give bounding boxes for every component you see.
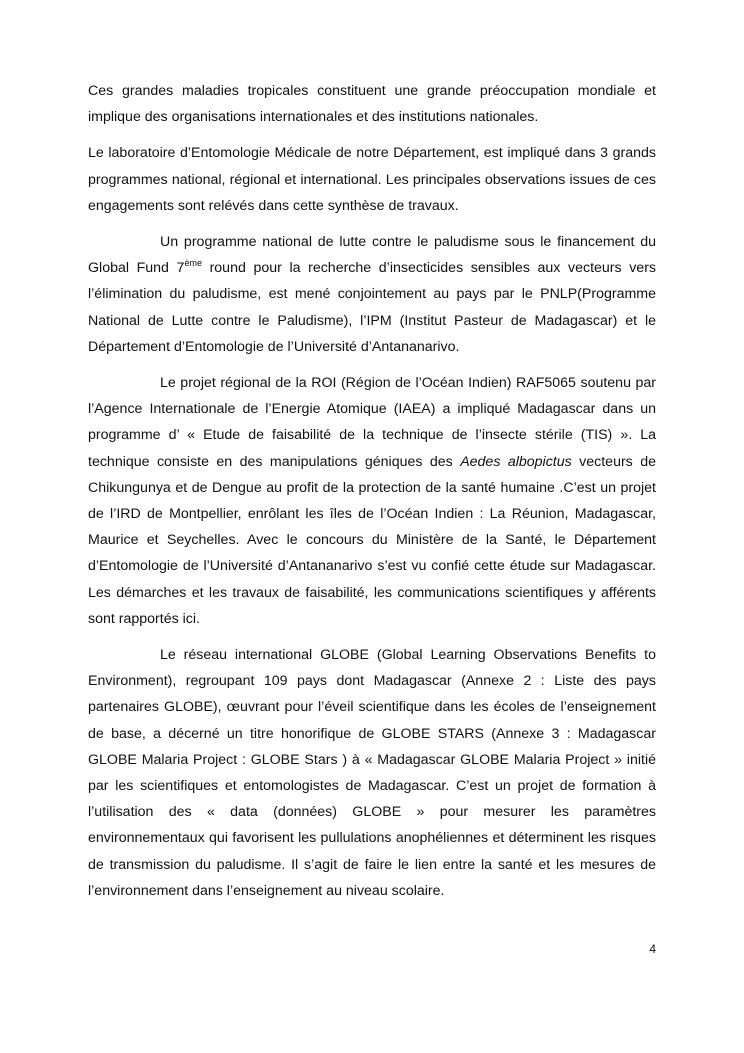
paragraph-2 xyxy=(88,140,656,219)
paragraph-1 xyxy=(88,78,656,130)
paragraph-4-text-a: Le projet régional de la ROI (Région de l’Océan Indien) RAF5065 soutenu par l’Agence Internationale de l’Energie Atomique (IAEA) a impliqué Madagascar dans un programme d’ « Etude de faisabilité de la technique de l’insecte stérile (TIS) ». La technique consiste en des manipulations géniques des xyxy=(88,375,656,470)
paragraph-2-text: Le laboratoire d’Entomologie Médicale de notre Département, est impliqué dans 3 grands programmes national, régional et international. Les principales observations issues de ces engagements sont relévés dans cette synthèse de travaux. xyxy=(88,145,656,214)
paragraph-4-text-b: vecteurs de Chikungunya et de Dengue au profit de la protection de la santé humaine .C’est un projet de l’IRD de Montpellier, enrôlant les îles de l’Océan Indien : La Réunion, Madagascar, Maurice et Seychelles. Avec le concours du Ministère de la Santé, le Département d’Entomologie de l’Université d’Antananarivo s’est vu confié cette étude sur Madagascar. Les démarches et les travaux de faisabilité, les communications scientifiques y afférents sont rapportés ici. xyxy=(88,453,656,627)
page-number: 4 xyxy=(649,942,656,956)
paragraph-3-text-a: Un programme national de lutte contre le paludisme sous le financement du Global Fund 7 xyxy=(88,234,656,277)
paragraph-1-text: Ces grandes maladies tropicales constituent une grande préoccupation mondiale et implique des organisations internationales et des institutions nationales. xyxy=(88,83,656,126)
superscript-eme: ème xyxy=(184,258,202,269)
paragraph-4 xyxy=(88,370,656,632)
species-name: Aedes albopictus xyxy=(460,453,572,470)
paragraph-5 xyxy=(88,642,656,904)
paragraph-3-text-b: round pour la recherche d’insecticides sensibles aux vecteurs vers l’élimination du paludisme, est mené conjointement au pays par le PNLP(Programme National de Lutte contre le Paludisme), l’IPM (Institut Pasteur de Madagascar) et le Département d’Entomologie de l’Université d’Antananarivo. xyxy=(88,260,657,355)
body-text xyxy=(88,78,656,914)
paragraph-3 xyxy=(88,229,656,360)
paragraph-5-text: Le réseau international GLOBE (Global Learning Observations Benefits to Environment), regroupant 109 pays dont Madagascar (Annexe 2 : Liste des pays partenaires GLOBE), œuvrant pour l’éveil scientifique dans les écoles de l’enseignement de base, a décerné un titre honorifique de GLOBE STARS (Annexe 3 : Madagascar GLOBE Malaria Project : GLOBE Stars ) à « Madagascar GLOBE Malaria Project » initié par les scientifiques et entomologistes de Madagascar. C’est un projet de formation à l’utilisation des « data (données) GLOBE » pour mesurer les paramètres environnementaux qui favorisent les pullulations anophéliennes et déterminent les risques de transmission du paludisme. Il s’agit de faire le lien entre la santé et les mesures de l’environnement dans l’enseignement au niveau scolaire. xyxy=(88,647,656,899)
